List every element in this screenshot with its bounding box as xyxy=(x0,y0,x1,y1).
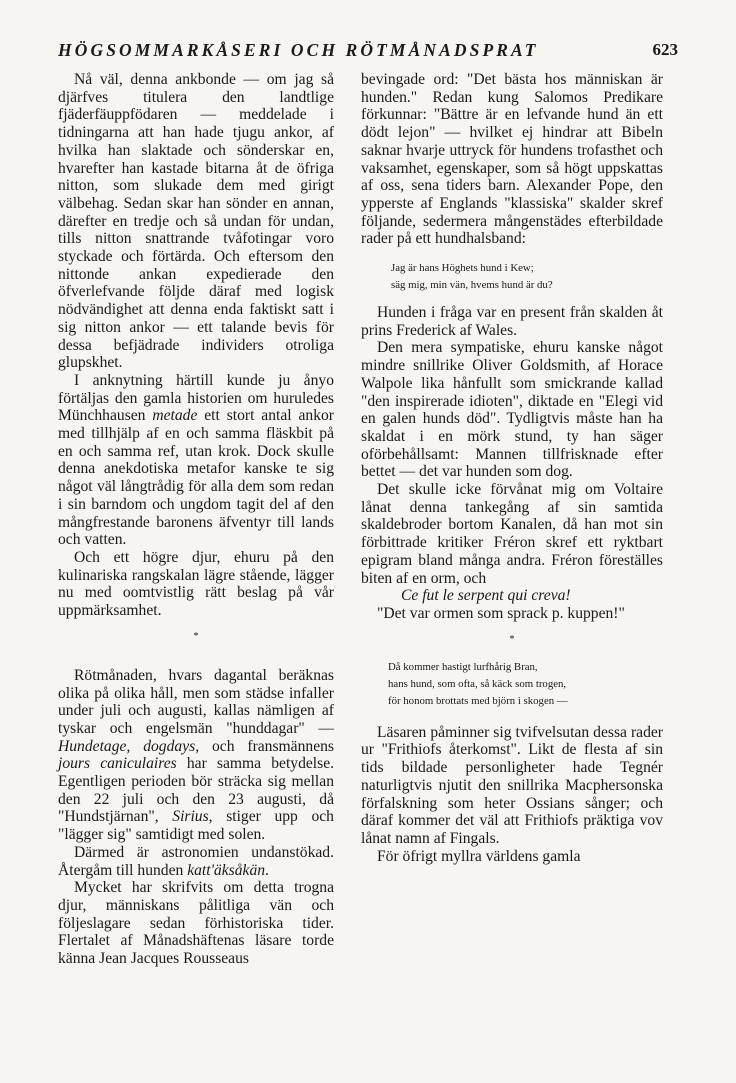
quote-line: Ce fut le serpent qui creva! xyxy=(401,587,571,605)
paragraph: Nå väl, denna ankbonde — om jag så djärfves titulera den landtlige fjäderfäuppfödaren — meddelade i tidningarna att han hade tjugu ankor, af hvilka han slaktade och sönderskar en, hvarefter han kastade bitarna åt de öfriga nitton, som slukade dem med girigt välbehag. Sedan skar han sönder en annan, därefter en tredje och så undan för undan, tills nitton snattrande tvåfotingar voro styckade och förtärda. Och eftersom den nittonde ankan expedierade den öfverlefvande följde däraf med logisk nödvändighet att denna enda faktiskt satt i sig nitton ankor — ett talande bevis för dessa befjädrade individers otroliga glupskhet. xyxy=(58,71,334,372)
paragraph: För öfrigt myllra världens gamla xyxy=(377,847,581,865)
paragraph: Och ett högre djur, ehuru på den kulinariska rangskalan lägre stående, lägger nu med oomtvistlig rätt beslag på vår uppmärksamhet. xyxy=(58,548,334,620)
page-number: 623 xyxy=(652,40,678,59)
right-column xyxy=(361,71,663,865)
verse-block xyxy=(391,260,663,294)
verse-block xyxy=(388,659,663,710)
verse-line: för honom brottats med björn i skogen — xyxy=(388,694,568,707)
paragraph: Rötmånaden, hvars dagantal beräknas olika på olika håll, men som städse infaller under juli och augusti, kallas nämligen af tyskar och engelsmän "hunddagar" — Hundetage, dogdays, och fransmännens jours caniculaires har samma betydelse. Egentligen perioden bör sträcka sig mellan den 22 juli och den 23 augusti, då "Hundstjärnan", Sirius, stiger upp och "lägger sig" samtidigt med solen. xyxy=(58,666,335,844)
left-column xyxy=(58,71,334,968)
section-separator: * xyxy=(509,633,515,645)
paragraph: Mycket har skrifvits om detta trogna djur, människans pålitliga vän och följeslagare sedan förhistoriska tider. Flertalet af Månadshäftenas läsare torde känna Jean Jacques Rousseaus xyxy=(58,879,334,968)
paragraph: Det skulle icke förvånat mig om Voltaire lånat denna tankegång af sin samtida skaldebroder bortom Kanalen, då han mot sin förbittrade kritiker Fréron skref ett ryktbart epigram bland många andra. Fréron föreställes biten af en orm, och xyxy=(361,481,663,587)
verse-line: säg mig, min vän, hvems hund är du? xyxy=(391,279,553,292)
page-header xyxy=(58,40,678,66)
paragraph: Läsaren påminner sig tvifvelsutan dessa rader ur "Frithiofs återkomst". Likt de flesta af sin tids bildade personligheter hade Tegnér naturligtvis njutit den snillrika Macphersonska förfalskning som heter Ossians sånger; och däraf kommer det väl att Frithiofs präktiga vov lånat namn af Fingals. xyxy=(361,723,663,847)
verse-line: Jag är hans Höghets hund i Kew; xyxy=(391,262,534,275)
running-title: HÖGSOMMARKÅSERI OCH RÖTMÅNADSPRAT xyxy=(58,40,539,60)
paragraph: Därmed är astronomien undanstökad. Återgåm till hunden katt'äksåkän. xyxy=(58,843,334,879)
paragraph: bevingade ord: "Det bästa hos människan är hunden." Redan kung Salomos Predikare förkunnar: "Bättre är en lefvande hund än ett dödt lejon" — hvilket ej hindrar att Bibeln saknar hvarje uttryck för hundens trofasthet och vaksamhet, egenskaper, som så högt uppskattas af oss, sena tiders barn. Alexander Pope, den ypperste af Englands "klassiska" skalder skref följande, sedermera mångenstädes efterbildade rader på ett hundhalsband: xyxy=(361,71,663,248)
paragraph: Hunden i fråga var en present från skalden åt prins Frederick af Wales. xyxy=(361,304,663,339)
quote-line: "Det var ormen som sprack p. kuppen!" xyxy=(377,604,625,622)
paragraph: Den mera sympatiske, ehuru kanske något mindre snillrike Oliver Goldsmith, af Horace Walpole lika hånfullt som smickrande kallad "den inspirerade idioten", diktade en "Elegi vid en galen hunds död". Tydligtvis måste han ha skaldat i en mörk stund, ty han säger oförbehållsamt: Mannen tillfrisknade efter bettet — det var hunden som dog. xyxy=(361,339,663,481)
section-separator: * xyxy=(193,630,199,642)
verse-line: Då kommer hastigt lurfhårig Bran, xyxy=(388,660,538,673)
verse-line: hans hund, som ofta, så käck som trogen, xyxy=(388,677,567,690)
paragraph: I anknytning härtill kunde ju ånyo förtäljas den gamla historien om huruledes Münchhausen metade ett stort antal ankor med tillhjälp af en och samma fläskbit på en och samma ref, utan krok. Dock skulle denna anekdotiska metafor kanske te sig något väl långtrådig för alla dem som redan i sin barndom och ungdom tagit del af den mångfrestande baronens äfventyr till lands och vatten. xyxy=(58,371,334,549)
